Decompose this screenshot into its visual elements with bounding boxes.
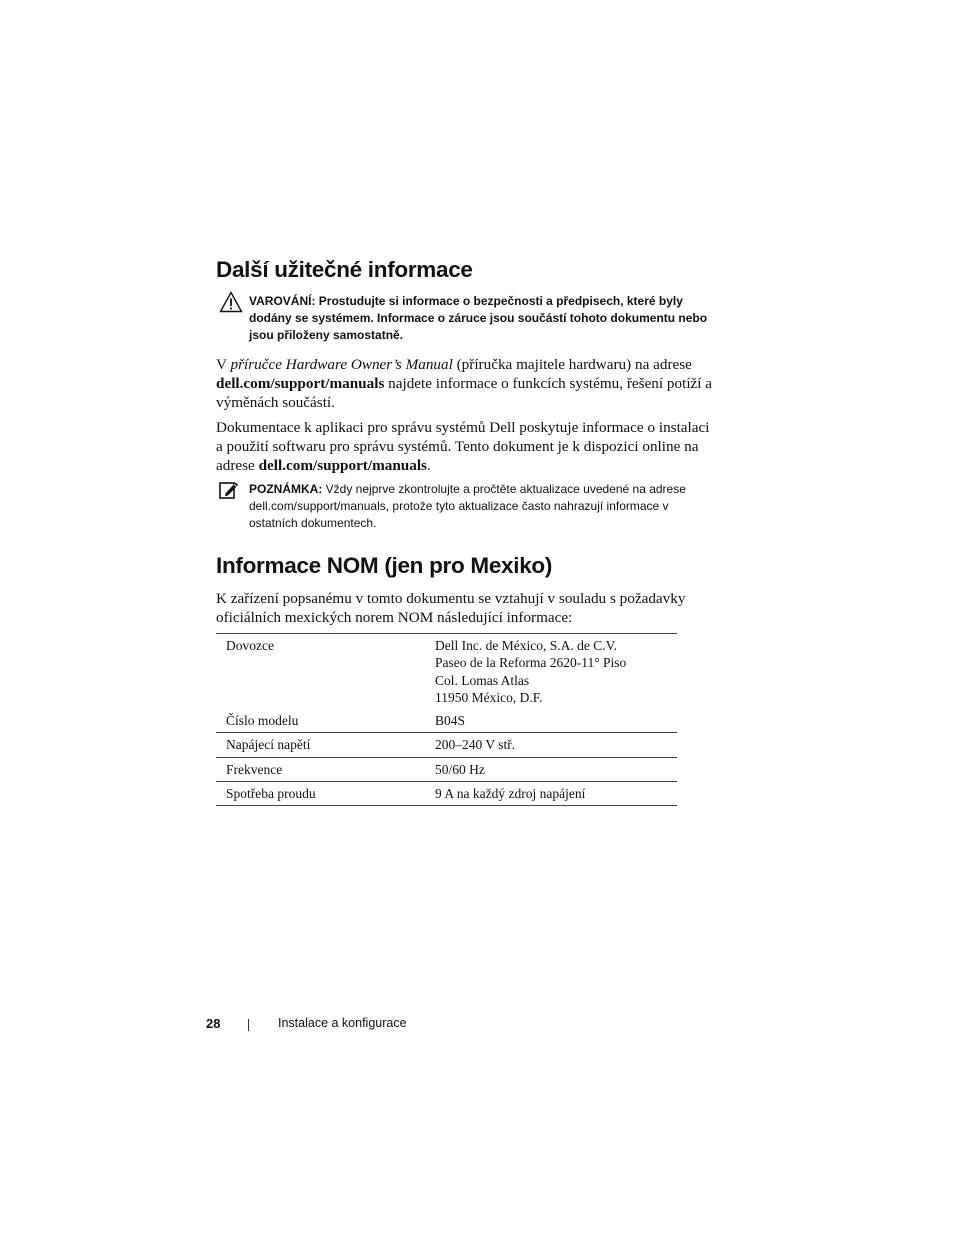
note-label: POZNÁMKA: — [249, 482, 323, 496]
manuals-link-2[interactable]: dell.com/support/manuals — [258, 457, 427, 474]
paragraph-hardware-manual — [216, 355, 716, 412]
table-row — [216, 709, 677, 733]
note-icon — [219, 480, 239, 500]
warning-callout — [249, 293, 719, 344]
model-number-label: Číslo modelu — [226, 713, 299, 729]
note-callout — [249, 481, 719, 532]
warning-icon — [219, 291, 243, 313]
importer-line: 11950 México, D.F. — [435, 689, 543, 705]
manual-title: příručce Hardware Owner’s Manual — [230, 356, 453, 373]
importer-value — [425, 634, 677, 710]
supply-voltage-value: 200–240 V stř. — [425, 733, 677, 757]
paragraph-systems-management — [216, 418, 716, 475]
para1-text-start: V — [216, 356, 231, 373]
importer-line: Paseo de la Reforma 2620-11° Piso — [435, 655, 627, 671]
footer-separator — [248, 1019, 249, 1031]
section-title-nom-info: Informace NOM (jen pro Mexiko) — [216, 553, 553, 578]
warning-text: Prostudujte si informace o bezpečnosti a předpisech, které byly dodány se systémem. Informace o záruce jsou součástí tohoto dokumentu nebo jsou přiloženy samostatně. — [249, 294, 708, 342]
importer-line: Dell Inc. de México, S.A. de C.V. — [435, 638, 617, 653]
para2-text-start: Dokumentace k aplikaci pro správu systémů Dell poskytuje informace o instalaci a použití softwaru pro správu systémů. Tento dokument je k dispozici online na adrese — [216, 419, 710, 474]
para1-text-end: najdete informace o funkcích systému, řešení potíží a výměnách součástí. — [216, 375, 713, 411]
warning-label: VAROVÁNÍ: — [249, 294, 316, 308]
current-consumption-label: Spotřeba proudu — [216, 782, 425, 806]
section-title-useful-info: Další užitečné informace — [216, 257, 473, 282]
frequency-label: Frekvence — [216, 757, 425, 781]
importer-label: Dovozce — [216, 634, 425, 710]
page-number: 28 — [206, 1016, 221, 1031]
para2-text-end: . — [426, 457, 431, 474]
para1-text-middle: (příručka majitele hardwaru) na adrese — [452, 356, 692, 373]
frequency-value: 50/60 Hz — [425, 757, 677, 781]
table-row — [216, 733, 677, 757]
nom-info-table — [216, 633, 677, 806]
table-row — [216, 757, 677, 781]
paragraph-nom-intro: K zařízení popsanému v tomto dokumentu se vztahují v souladu s požadavky oficiálních mexických norem NOM následující informace: — [216, 590, 686, 626]
footer-section-title: Instalace a konfigurace — [278, 1016, 407, 1030]
model-number-value: B04S — [435, 713, 466, 729]
table-row — [216, 634, 677, 710]
importer-line: Col. Lomas Atlas — [435, 672, 530, 688]
supply-voltage-label: Napájecí napětí — [216, 733, 425, 757]
manuals-link[interactable]: dell.com/support/manuals — [216, 375, 385, 392]
table-row — [216, 782, 677, 806]
current-consumption-value: 9 A na každý zdroj napájení — [425, 782, 677, 806]
note-text: Vždy nejprve zkontrolujte a pročtěte aktualizace uvedené na adrese dell.com/support/manuals, protože tyto aktualizace často nahrazují informace v ostatních dokumentech. — [249, 482, 686, 530]
